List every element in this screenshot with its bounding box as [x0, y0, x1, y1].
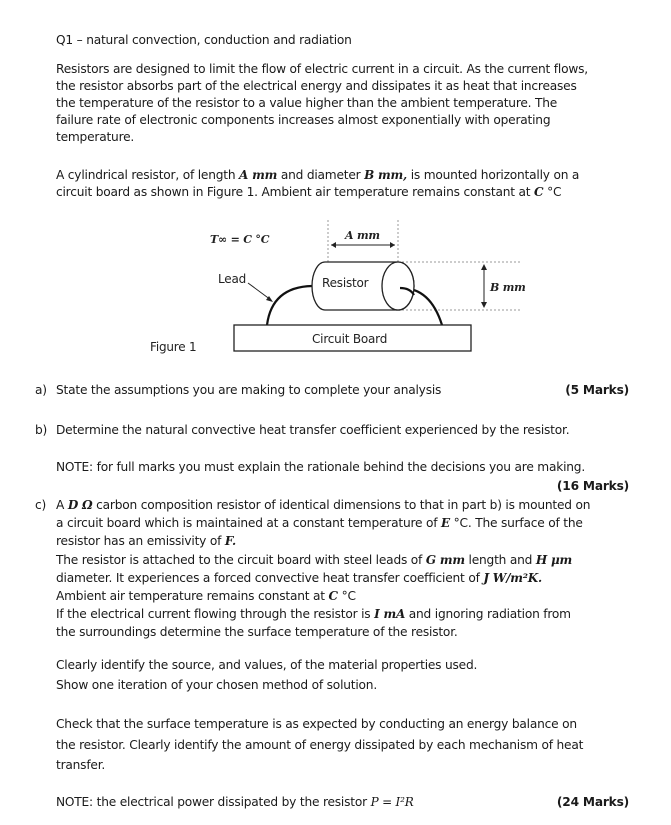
text-segment: is mounted horizontally on a: [407, 168, 580, 182]
text-segment: and diameter: [277, 168, 365, 182]
check-line-3: transfer.: [56, 758, 106, 772]
lead-arrow: [248, 283, 271, 300]
text-line: [56, 533, 236, 549]
text-segment: carbon composition resistor of identical dimensions to that in part b) is mounted on: [92, 498, 591, 512]
text-segment: °C: [543, 185, 562, 199]
figure-1: [0, 215, 671, 365]
math-symbol: E: [441, 516, 450, 531]
question-b-note: NOTE: for full marks you must explain the rationale behind the decisions you are making.: [56, 460, 586, 474]
text-segment: and ignoring radiation from: [405, 607, 571, 622]
math-symbol: B mm,: [364, 168, 408, 182]
question-title: Q1 – natural convection, conduction and radiation: [56, 33, 352, 47]
text-segment: failure rate of electronic components increases almost exponentially with operating: [56, 113, 551, 127]
text-segment: length and: [464, 552, 536, 567]
text-segment: a circuit board which is maintained at a constant temperature of: [56, 516, 442, 531]
math-symbol: G mm: [425, 552, 465, 567]
check-line-2: the resistor. Clearly identify the amount of energy dissipated by each mechanism of heat: [56, 738, 584, 752]
figure-caption: Figure 1: [150, 340, 197, 354]
question-c-marks: (24 Marks): [556, 795, 629, 809]
question-b-text: Determine the natural convective heat transfer coefficient experienced by the resistor.: [56, 423, 570, 437]
text-line: [56, 112, 550, 128]
math-symbol: I mA: [374, 607, 406, 622]
text-segment: Ambient air temperature remains constant at: [56, 589, 329, 603]
left-lead: [267, 286, 312, 325]
question-b-label: b): [35, 423, 48, 437]
text-line: [56, 606, 571, 622]
text-segment: The resistor is attached to the circuit board with steel leads of: [56, 552, 426, 567]
text-line: [56, 570, 542, 586]
question-c-label: c): [35, 498, 47, 512]
text-segment: circuit board as shown in Figure 1. Ambient air temperature remains constant at: [56, 185, 535, 199]
text-segment: °C. The surface of the: [449, 516, 583, 531]
text-segment: the temperature of the resistor to a value higher than the ambient temperature. The: [56, 96, 558, 110]
circuit-board-label: Circuit Board: [312, 332, 388, 346]
resistor-label: Resistor: [322, 276, 369, 290]
text-segment: °C: [337, 589, 356, 603]
text-line: [56, 61, 588, 77]
props-line-1: Clearly identify the source, and values, of the material properties used.: [56, 658, 478, 672]
text-line: [56, 515, 583, 531]
question-a-marks: (5 Marks): [565, 383, 629, 397]
power-formula: P = I²R: [370, 795, 414, 809]
text-segment: temperature.: [56, 130, 135, 144]
math-symbol: C: [328, 589, 338, 603]
lead-label: Lead: [218, 272, 247, 286]
text-line: [56, 184, 561, 200]
text-segment: A: [56, 498, 68, 512]
text-line: [56, 497, 590, 513]
text-line: [56, 129, 134, 145]
text-line: [56, 552, 572, 568]
diameter-label: B mm: [490, 281, 526, 294]
text-line: [56, 78, 577, 94]
math-symbol: F.: [224, 534, 236, 549]
text-segment: Resistors are designed to limit the flow of electric current in a circuit. As the current flows,: [56, 62, 588, 76]
power-note-text: NOTE: the electrical power dissipated by the resistor: [56, 795, 371, 809]
question-a-label: a): [35, 383, 47, 397]
question-a-text: State the assumptions you are making to complete your analysis: [56, 383, 442, 397]
math-symbol: A mm: [239, 168, 278, 182]
text-line: [56, 167, 579, 183]
ambient-temperature-label: T∞ = C °C: [210, 233, 270, 246]
props-line-2: Show one iteration of your chosen method of solution.: [56, 678, 377, 692]
text-line: [56, 588, 356, 604]
math-symbol: J W/m²K.: [483, 570, 543, 585]
check-line-1: Check that the surface temperature is as expected by conducting an energy balance on: [56, 717, 577, 731]
math-symbol: D Ω: [67, 498, 93, 512]
text-segment: the surroundings determine the surface temperature of the resistor.: [56, 625, 458, 640]
text-segment: diameter. It experiences a forced convective heat transfer coefficient of: [56, 570, 484, 585]
text-segment: If the electrical current flowing through the resistor is: [56, 607, 375, 622]
power-note: [56, 794, 414, 810]
text-line: [56, 95, 557, 111]
question-b-marks: (16 Marks): [556, 479, 629, 493]
math-symbol: C: [534, 185, 544, 199]
math-symbol: H μm: [535, 552, 573, 567]
text-segment: the resistor absorbs part of the electrical energy and dissipates it as heat that increases: [56, 79, 577, 93]
text-segment: resistor has an emissivity of: [56, 534, 225, 549]
length-label: A mm: [345, 229, 380, 242]
text-segment: A cylindrical resistor, of length: [56, 168, 240, 182]
text-line: [56, 624, 458, 640]
